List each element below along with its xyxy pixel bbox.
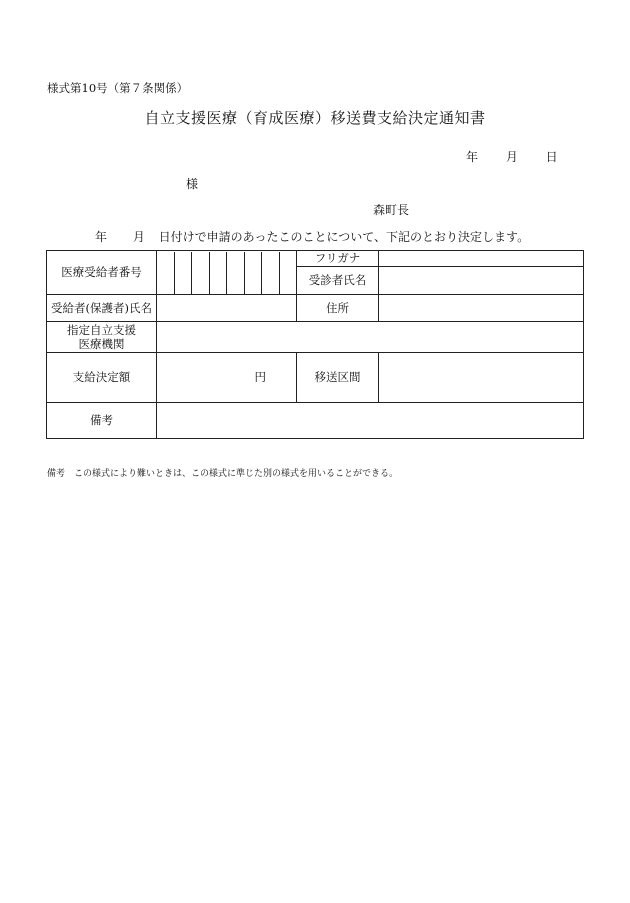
decision-table [46,250,584,439]
institution-field[interactable] [157,322,584,353]
address-label: 住所 [297,295,379,322]
recipient-number-label: 医療受給者番号 [47,251,157,295]
amount-label: 支給決定額 [47,353,157,403]
address-field[interactable] [379,295,584,322]
document-title: 自立支援医療（育成医療）移送費支給決定通知書 [144,109,486,127]
issue-month-label: 月 [505,150,518,164]
issue-date [466,148,558,165]
recipient-suffix: 様 [186,177,199,191]
patient-name-label: 受診者氏名 [297,267,379,295]
guardian-name-field[interactable] [157,295,297,322]
form-number: 様式第10号（第７条関係） [47,81,189,95]
issue-year-label: 年 [466,150,479,164]
issuer-name: 森町長 [373,203,410,217]
furigana-field[interactable] [379,251,584,267]
patient-name-field[interactable] [379,267,584,295]
institution-label [47,322,157,353]
furigana-label: フリガナ [297,251,379,267]
guardian-name-label: 受給者(保護者)氏名 [47,295,157,322]
footer-note: 備考 この様式により難いときは、この様式に準じた別の様式を用いることができる。 [47,469,399,479]
application-month-label: 月 [132,230,145,244]
institution-label-line1: 指定自立支援 [67,322,136,337]
remarks-label: 備考 [47,403,157,439]
application-year-label: 年 [95,230,108,244]
recipient-number-boxes[interactable] [157,251,297,295]
amount-field[interactable] [157,353,297,403]
decision-sentence [95,228,529,245]
transport-section-field[interactable] [379,353,584,403]
decision-text: 日付けで申請のあったこのことについて、下記のとおり決定します。 [158,230,530,244]
institution-label-line2: 医療機関 [78,337,125,351]
issue-day-label: 日 [545,150,558,164]
yen-label: 円 [254,370,266,385]
transport-section-label: 移送区間 [297,353,379,403]
remarks-field[interactable] [157,403,584,439]
